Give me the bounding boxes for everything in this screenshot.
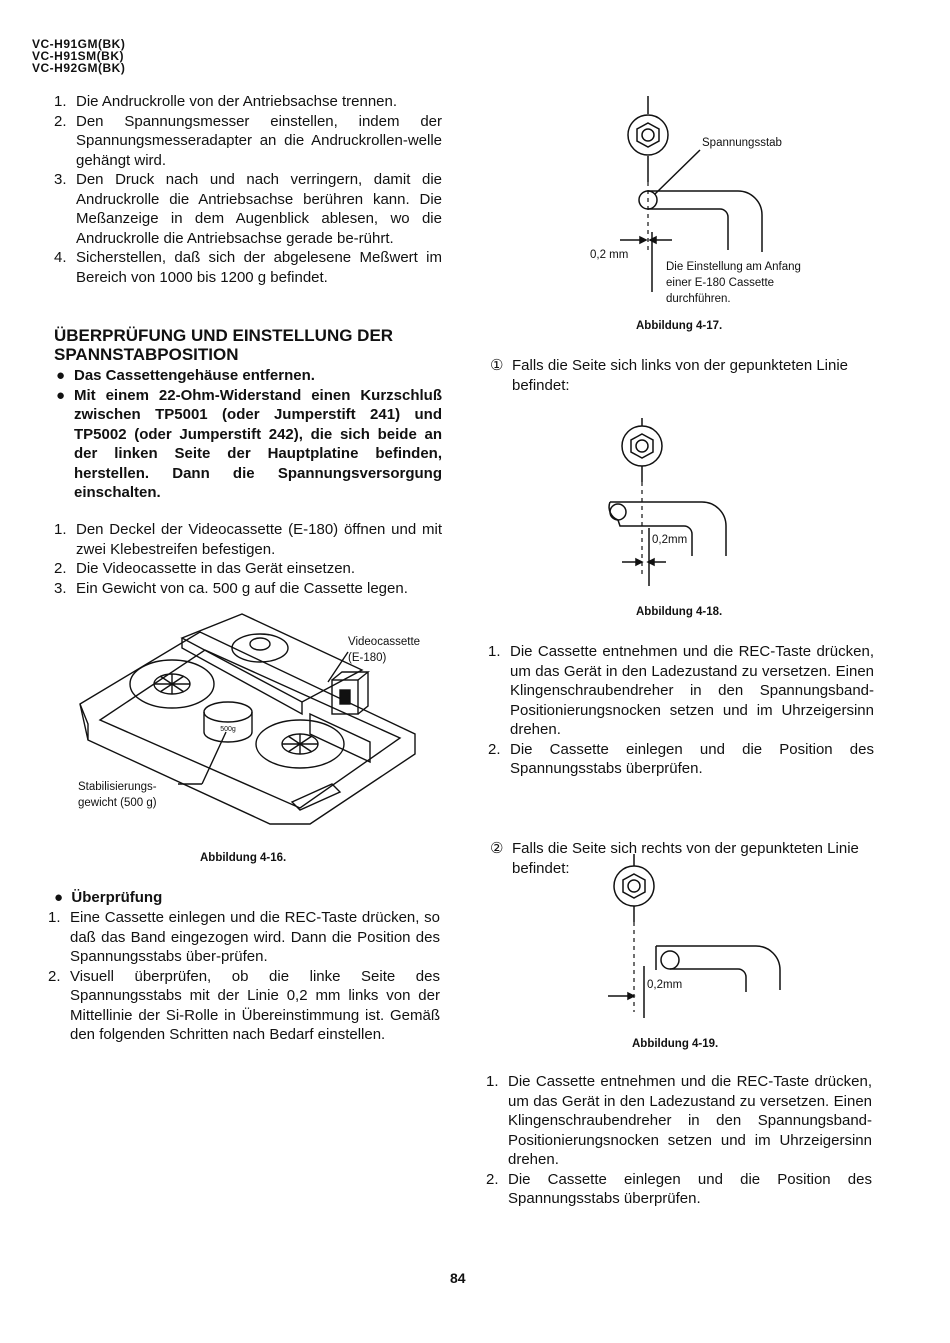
setup-steps bbox=[54, 520, 442, 598]
model-number: VC-H91GM(BK) bbox=[32, 37, 126, 51]
figure-vcr-mechanism bbox=[70, 612, 450, 830]
list-item: 3. Den Druck nach und nach verringern, damit die Andruckrolle die Antriebsachse berühren kann. Die Meßanzeige in dem Augenblick ablesen, wo die Andruckrolle die Antriebsachse gerade be-rührt. bbox=[54, 171, 442, 247]
label-gap: 0,2mm bbox=[652, 534, 688, 546]
weight-mark: 500g bbox=[220, 726, 236, 733]
list-item: 2. Visuell überprüfen, ob die linke Seite des Spannungsstabs mit der Linie 0,2 mm links von der Mittellinie der Si-Rolle in Übereinstimmung ist. Gemäß den folgenden Schritten nach Bedarf einstellen. bbox=[48, 967, 440, 1043]
check-heading: ● Überprüfung bbox=[54, 889, 163, 906]
list-item: 2. Die Videocassette in das Gerät einsetzen. bbox=[54, 560, 356, 577]
list-item: 1. Die Cassette entnehmen und die REC-Taste drücken, um das Gerät in den Ladezustand zu versetzen. Einen Klingenschraubendreher in den Spannungsband-Positionierungsnocken setzen und im Uhrzeigersinn drehen. bbox=[488, 643, 874, 738]
label-gap: 0,2 mm bbox=[590, 249, 629, 261]
page-number: 84 bbox=[450, 1270, 466, 1286]
figure-tension-rod-position bbox=[560, 92, 860, 314]
label-tension-rod: Spannungsstab bbox=[702, 137, 782, 149]
list-item: 1. Den Deckel der Videocassette (E-180) öffnen und mit zwei Klebestreifen befestigen. bbox=[54, 521, 442, 558]
intro-steps bbox=[54, 92, 442, 287]
check-steps bbox=[48, 908, 440, 1045]
list-item: 3. Ein Gewicht von ca. 500 g auf die Cassette legen. bbox=[54, 579, 408, 597]
figure-caption: Abbildung 4-17. bbox=[636, 320, 723, 332]
list-item: ● Das Cassettengehäuse entfernen. bbox=[56, 367, 315, 384]
note-line: Die Einstellung am Anfang bbox=[666, 261, 801, 273]
label-weight: Stabilisierungs- bbox=[78, 781, 157, 793]
model-number: VC-H91SM(BK) bbox=[32, 49, 125, 63]
list-item: 2. Die Cassette einlegen und die Position des Spannungsstabs überprüfen. bbox=[486, 1170, 872, 1207]
list-item: 1. Die Andruckrolle von der Antriebsachse trennen. bbox=[54, 93, 398, 110]
list-item: ● Mit einem 22-Ohm-Widerstand einen Kurzschluß zwischen TP5001 (oder Jumperstift 241) und TP5002 (oder Jumperstift 242), die sich beide an der linken Seite der Hauptplatine befinden, herstellen. Dann die Spannungsversorgung einschalten. bbox=[56, 386, 442, 501]
section-heading: ÜBERPRÜFUNG UND EINSTELLUNG DER SPANNSTABPOSITION bbox=[54, 326, 394, 364]
list-item: 4. Sicherstellen, daß sich der abgelesene Meßwert im Bereich von 1000 bis 1200 g befindet. bbox=[54, 249, 442, 286]
figure-caption: Abbildung 4-18. bbox=[636, 606, 723, 618]
label-videocassette: Videocassette bbox=[348, 636, 421, 648]
figure-rod-right-of-line bbox=[590, 852, 790, 1032]
note-line: einer E-180 Cassette bbox=[666, 277, 775, 289]
figure-rod-left-of-line bbox=[580, 416, 760, 596]
prep-bullets bbox=[54, 366, 442, 503]
model-numbers bbox=[32, 38, 125, 74]
model-number: VC-H92GM(BK) bbox=[32, 61, 126, 75]
note-line: durchführen. bbox=[666, 293, 731, 305]
case-right-note: ② Falls die Seite sich rechts von der gepunkteten Linie befindet: bbox=[490, 840, 859, 877]
list-item: 2. Die Cassette einlegen und die Position des Spannungsstabs überprüfen. bbox=[488, 740, 874, 777]
list-item: 1. Eine Cassette einlegen und die REC-Taste drücken, so daß das Band eingezogen wird. Dann die Position des Spannungsstabs über-prüfen. bbox=[48, 909, 440, 965]
figure-caption: Abbildung 4-19. bbox=[632, 1038, 719, 1050]
label-gap: 0,2mm bbox=[647, 979, 683, 991]
label-weight-value: gewicht (500 g) bbox=[78, 797, 157, 809]
figure-caption: Abbildung 4-16. bbox=[200, 852, 287, 864]
list-item: 1. Die Cassette entnehmen und die REC-Taste drücken, um das Gerät in den Ladezustand zu versetzen. Einen Klingenschraubendreher in den Spannungsband-Positionierungsnocken setzen und im Uhrzeigersinn drehen. bbox=[486, 1073, 872, 1168]
list-item: 2. Den Spannungsmesser einstellen, indem der Spannungsmesseradapter an die Andruckrollen-welle gehängt wird. bbox=[54, 112, 442, 169]
case-right-steps bbox=[486, 1072, 872, 1209]
label-videocassette-type: (E-180) bbox=[348, 652, 387, 664]
case-left-steps bbox=[488, 642, 874, 779]
case-left-note: ① Falls die Seite sich links von der gepunkteten Linie befindet: bbox=[490, 357, 849, 394]
